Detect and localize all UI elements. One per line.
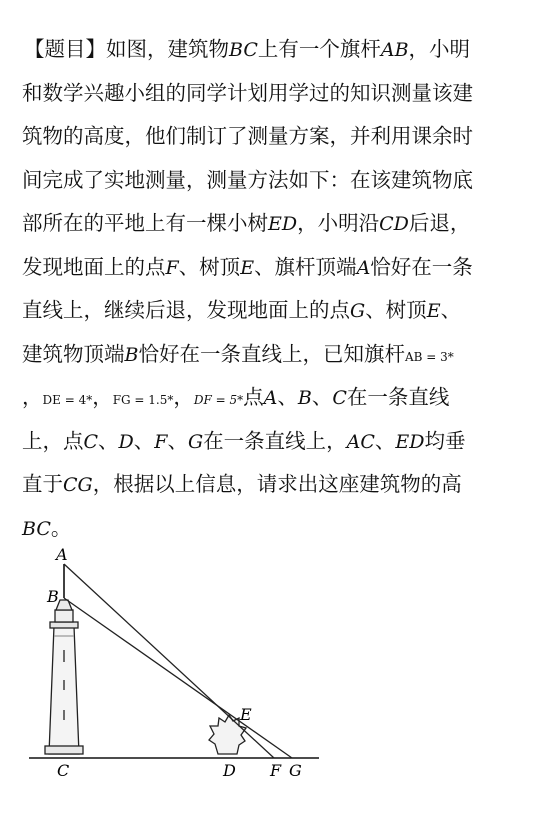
text: 发现地面上的点 bbox=[22, 254, 166, 279]
problem-line-1 bbox=[22, 28, 522, 72]
label-c: C bbox=[57, 761, 70, 780]
problem-line-9 bbox=[22, 376, 522, 420]
text: 均垂 bbox=[424, 428, 466, 453]
label-g: G bbox=[289, 761, 302, 780]
math-c: C bbox=[83, 430, 99, 453]
problem-line-11 bbox=[22, 463, 522, 507]
text: 、树顶 bbox=[365, 298, 427, 322]
text: 在一条直线上， bbox=[203, 428, 347, 453]
text: 筑物的高度，他们制订了测量方案，并利用课余时 bbox=[22, 124, 473, 148]
text: ， bbox=[173, 385, 194, 409]
text: 直线上，继续后退，发现地面上的点 bbox=[22, 298, 350, 322]
label-f: F bbox=[270, 761, 282, 780]
math-g: G bbox=[187, 430, 204, 453]
math-cd: CD bbox=[379, 213, 409, 235]
math-ed: ED bbox=[268, 213, 298, 235]
problem-line-2 bbox=[22, 72, 522, 116]
math-b: B bbox=[297, 387, 312, 409]
math-bc: BC bbox=[22, 517, 51, 540]
label-a: A bbox=[56, 545, 68, 564]
text: 、 bbox=[277, 385, 298, 409]
text: 、树顶 bbox=[178, 254, 241, 279]
math-e: E bbox=[426, 300, 441, 322]
math-a: A bbox=[356, 256, 371, 279]
text: 间完成了实地测量，测量方法如下：在该建筑物底 bbox=[22, 167, 473, 192]
text: 上，点 bbox=[22, 428, 84, 453]
geometry-figure bbox=[25, 540, 325, 790]
math-bc: BC bbox=[229, 39, 258, 61]
math-ac: AC bbox=[346, 430, 375, 453]
text: 。 bbox=[50, 515, 72, 540]
text: 直于 bbox=[22, 472, 63, 496]
text: ，根据以上信息，请求出这座建筑物的高 bbox=[92, 472, 462, 496]
math-f: F bbox=[165, 256, 179, 279]
text: 【题目】如图，建筑物 bbox=[24, 37, 229, 61]
problem-line-3 bbox=[22, 115, 522, 159]
text: 在一条直线 bbox=[346, 385, 450, 409]
problem-line-7 bbox=[22, 289, 522, 333]
math-c: C bbox=[332, 387, 347, 409]
text: 、 bbox=[98, 428, 119, 453]
given-ab: AB = 3* bbox=[404, 349, 454, 364]
text: 恰好在一条直线上，已知旗杆 bbox=[138, 341, 405, 366]
text: 、旗杆顶端 bbox=[254, 254, 357, 279]
math-f: F bbox=[154, 430, 168, 453]
text: ，小明 bbox=[408, 37, 471, 61]
sight-line-a-f bbox=[64, 564, 274, 758]
given-df: DF = 5* bbox=[193, 393, 244, 407]
text: 、 bbox=[374, 428, 396, 453]
problem-statement bbox=[22, 28, 522, 550]
problem-line-6 bbox=[22, 246, 522, 290]
text: 、 bbox=[311, 385, 333, 409]
given-de: DE = 4* bbox=[42, 393, 93, 407]
given-fg: FG = 1.5* bbox=[112, 393, 174, 407]
label-e: E bbox=[240, 705, 252, 724]
text: 、 bbox=[440, 298, 462, 322]
problem-line-4 bbox=[22, 159, 522, 203]
label-b: B bbox=[47, 587, 59, 606]
text: 、 bbox=[133, 428, 155, 453]
text: 后退， bbox=[408, 211, 471, 235]
math-d: D bbox=[118, 430, 134, 453]
text: ， bbox=[92, 385, 113, 409]
text: 部所在的平地上有一棵小树 bbox=[22, 211, 268, 235]
math-ed: ED bbox=[395, 430, 425, 453]
text: ， bbox=[22, 385, 43, 409]
text: 点 bbox=[243, 385, 264, 409]
text: 建筑物顶端 bbox=[22, 341, 125, 366]
math-b: B bbox=[124, 343, 139, 366]
math-cg: CG bbox=[63, 474, 93, 496]
text: ，小明沿 bbox=[297, 211, 380, 235]
sight-line-b-g bbox=[64, 598, 292, 758]
building bbox=[45, 600, 83, 754]
label-d: D bbox=[223, 761, 236, 780]
problem-line-5 bbox=[22, 202, 522, 246]
text: 和数学兴趣小组的同学计划用学过的知识测量该建 bbox=[22, 80, 473, 105]
text: 恰好在一条 bbox=[370, 254, 473, 279]
problem-line-8 bbox=[22, 333, 522, 377]
math-ab: AB bbox=[380, 39, 409, 61]
problem-line-10 bbox=[22, 420, 522, 464]
math-e: E bbox=[240, 256, 255, 279]
text: 、 bbox=[167, 428, 188, 453]
math-g: G bbox=[350, 300, 366, 322]
text: 上有一个旗杆 bbox=[257, 37, 381, 61]
math-a: A bbox=[263, 387, 278, 409]
